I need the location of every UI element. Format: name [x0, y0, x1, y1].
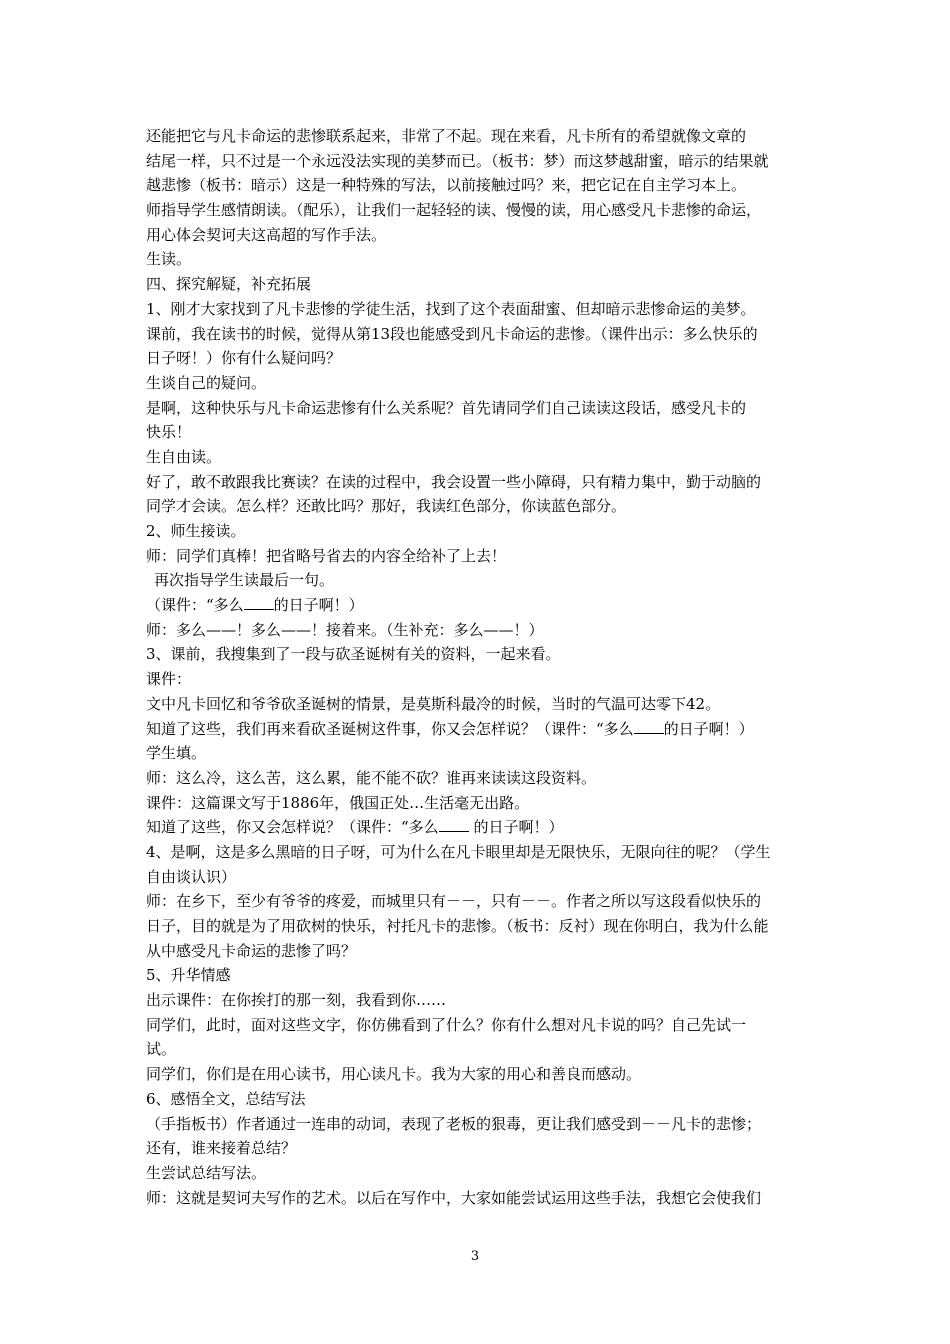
text-segment: 知道了这些，你又会怎样说？（课件：“多么 — [146, 818, 439, 837]
text-line: 自由谈认识） — [146, 867, 237, 886]
text-line: 还有，谁来接着总结？ — [146, 1139, 297, 1158]
text-line: 同学们，你们是在用心读书，用心读凡卡。我为大家的用心和善良而感动。 — [146, 1065, 642, 1084]
text-line: 师：这就是契诃夫写作的艺术。以后在写作中，大家如能尝试运用这些手法，我想它会使我们 — [146, 1188, 762, 1207]
text-line: 课前，我在读书的时候，觉得从第13段也能感受到凡卡命运的悲惨。（课件出示：多么快乐的 — [146, 324, 758, 343]
text-segment: 的日子啊！） — [468, 818, 564, 837]
text-line: 日子呀！）你有什么疑问吗？ — [146, 349, 342, 368]
text-line: 快乐！ — [146, 423, 192, 442]
text-line: 6、感悟全文，总结写法 — [146, 1089, 306, 1108]
text-line: 同学才会读。怎么样？还敢比吗？那好，我读红色部分，你读蓝色部分。 — [146, 497, 627, 516]
text-line: 3、课前，我搜集到了一段与砍圣诞树有关的资料，一起来看。 — [146, 645, 561, 664]
text-line: 文中凡卡回忆和爷爷砍圣诞树的情景，是莫斯科最冷的时候，当时的气温可达零下42。 — [146, 694, 721, 713]
text-line: 用心体会契诃夫这高超的写作手法。 — [146, 225, 387, 244]
text-line: 生自由读。 — [146, 447, 222, 466]
text-line: 课件：这篇课文写于1886年，俄国正处…生活毫无出路。 — [146, 793, 530, 812]
text-line: 从中感受凡卡命运的悲惨了吗？ — [146, 941, 357, 960]
text-line: 越悲惨（板书：暗示）这是一种特殊的写法，以前接触过吗？来，把它记在自主学习本上。 — [146, 176, 747, 195]
text-line: 是啊，这种快乐与凡卡命运悲惨有什么关系呢？首先请同学们自己读读这段话，感受凡卡的 — [146, 398, 747, 417]
text-line: 四、探究解疑，补充拓展 — [146, 275, 312, 294]
text-line: 日子，目的就是为了用砍树的快乐，衬托凡卡的悲惨。（板书：反衬）现在你明白，我为什么能 — [146, 917, 769, 935]
text-line: 师指导学生感情朗读。（配乐），让我们一起轻轻的读、慢慢的读，用心感受凡卡悲惨的命运， — [146, 201, 762, 220]
text-line: 同学们，此时，面对这些文字，你仿佛看到了什么？你有什么想对凡卡说的吗？自己先试一 — [146, 1015, 747, 1034]
text-line: 出示课件：在你挨打的那一刻，我看到你…… — [146, 991, 447, 1010]
text-line: 生读。 — [146, 250, 192, 269]
text-line: 课件： — [146, 670, 192, 689]
text-line: 试。 — [146, 1040, 177, 1059]
text-segment: 的日子啊！） — [663, 719, 754, 738]
text-line: （手指板书）作者通过一连串的动词，表现了老板的狠毒，更让我们感受到－－凡卡的悲惨； — [146, 1114, 762, 1133]
page-number: 3 — [470, 1249, 480, 1264]
text-line — [146, 815, 810, 840]
text-line — [146, 593, 810, 618]
text-line: 师：同学们真棒！把省略号省去的内容全给补了上去！ — [146, 546, 507, 565]
text-line: 师：多么——！多么——！接着来。（生补充：多么——！） — [146, 620, 544, 639]
fill-in-blank — [439, 815, 469, 832]
fill-in-blank — [634, 717, 664, 734]
text-segment: （课件：“多么 — [146, 596, 244, 615]
fill-in-blank — [244, 593, 274, 610]
text-line: 好了，敢不敢跟我比赛读？在读的过程中，我会设置一些小障碍，只有精力集中，勤于动脑的 — [146, 472, 762, 491]
text-line: 生谈自己的疑问。 — [146, 373, 267, 392]
text-line: 结尾一样，只不过是一个永远没法实现的美梦而已。（板书：梦）而这梦越甜蜜，暗示的结果就 — [146, 151, 769, 170]
text-segment: 知道了这些，我们再来看砍圣诞树这件事，你又会怎样说？（课件：“多么 — [146, 719, 634, 738]
text-line: 学生填。 — [146, 744, 207, 763]
text-line — [146, 717, 810, 742]
document-body — [146, 124, 810, 1210]
text-line: 5、升华情感 — [146, 966, 231, 985]
text-line: 师：这么冷，这么苦，这么累，能不能不砍？谁再来读读这段资料。 — [146, 768, 597, 787]
text-line: 4、是啊，这是多么黑暗的日子呀，可为什么在凡卡眼里却是无限快乐，无限向往的呢？（学生 — [146, 842, 771, 861]
text-line: 再次指导学生读最后一句。 — [154, 571, 335, 590]
text-line: 生尝试总结写法。 — [146, 1163, 267, 1182]
text-line: 1、刚才大家找到了凡卡悲惨的学徒生活，找到了这个表面甜蜜、但却暗示悲惨命运的美梦。 — [146, 299, 756, 318]
text-line: 2、师生接读。 — [146, 522, 246, 540]
text-line: 师：在乡下，至少有爷爷的疼爱，而城里只有－－，只有－－。作者之所以写这段看似快乐的 — [146, 892, 762, 911]
text-segment: 的日子啊！） — [273, 596, 364, 615]
text-line: 还能把它与凡卡命运的悲惨联系起来，非常了不起。现在来看，凡卡所有的希望就像文章的 — [146, 127, 747, 145]
